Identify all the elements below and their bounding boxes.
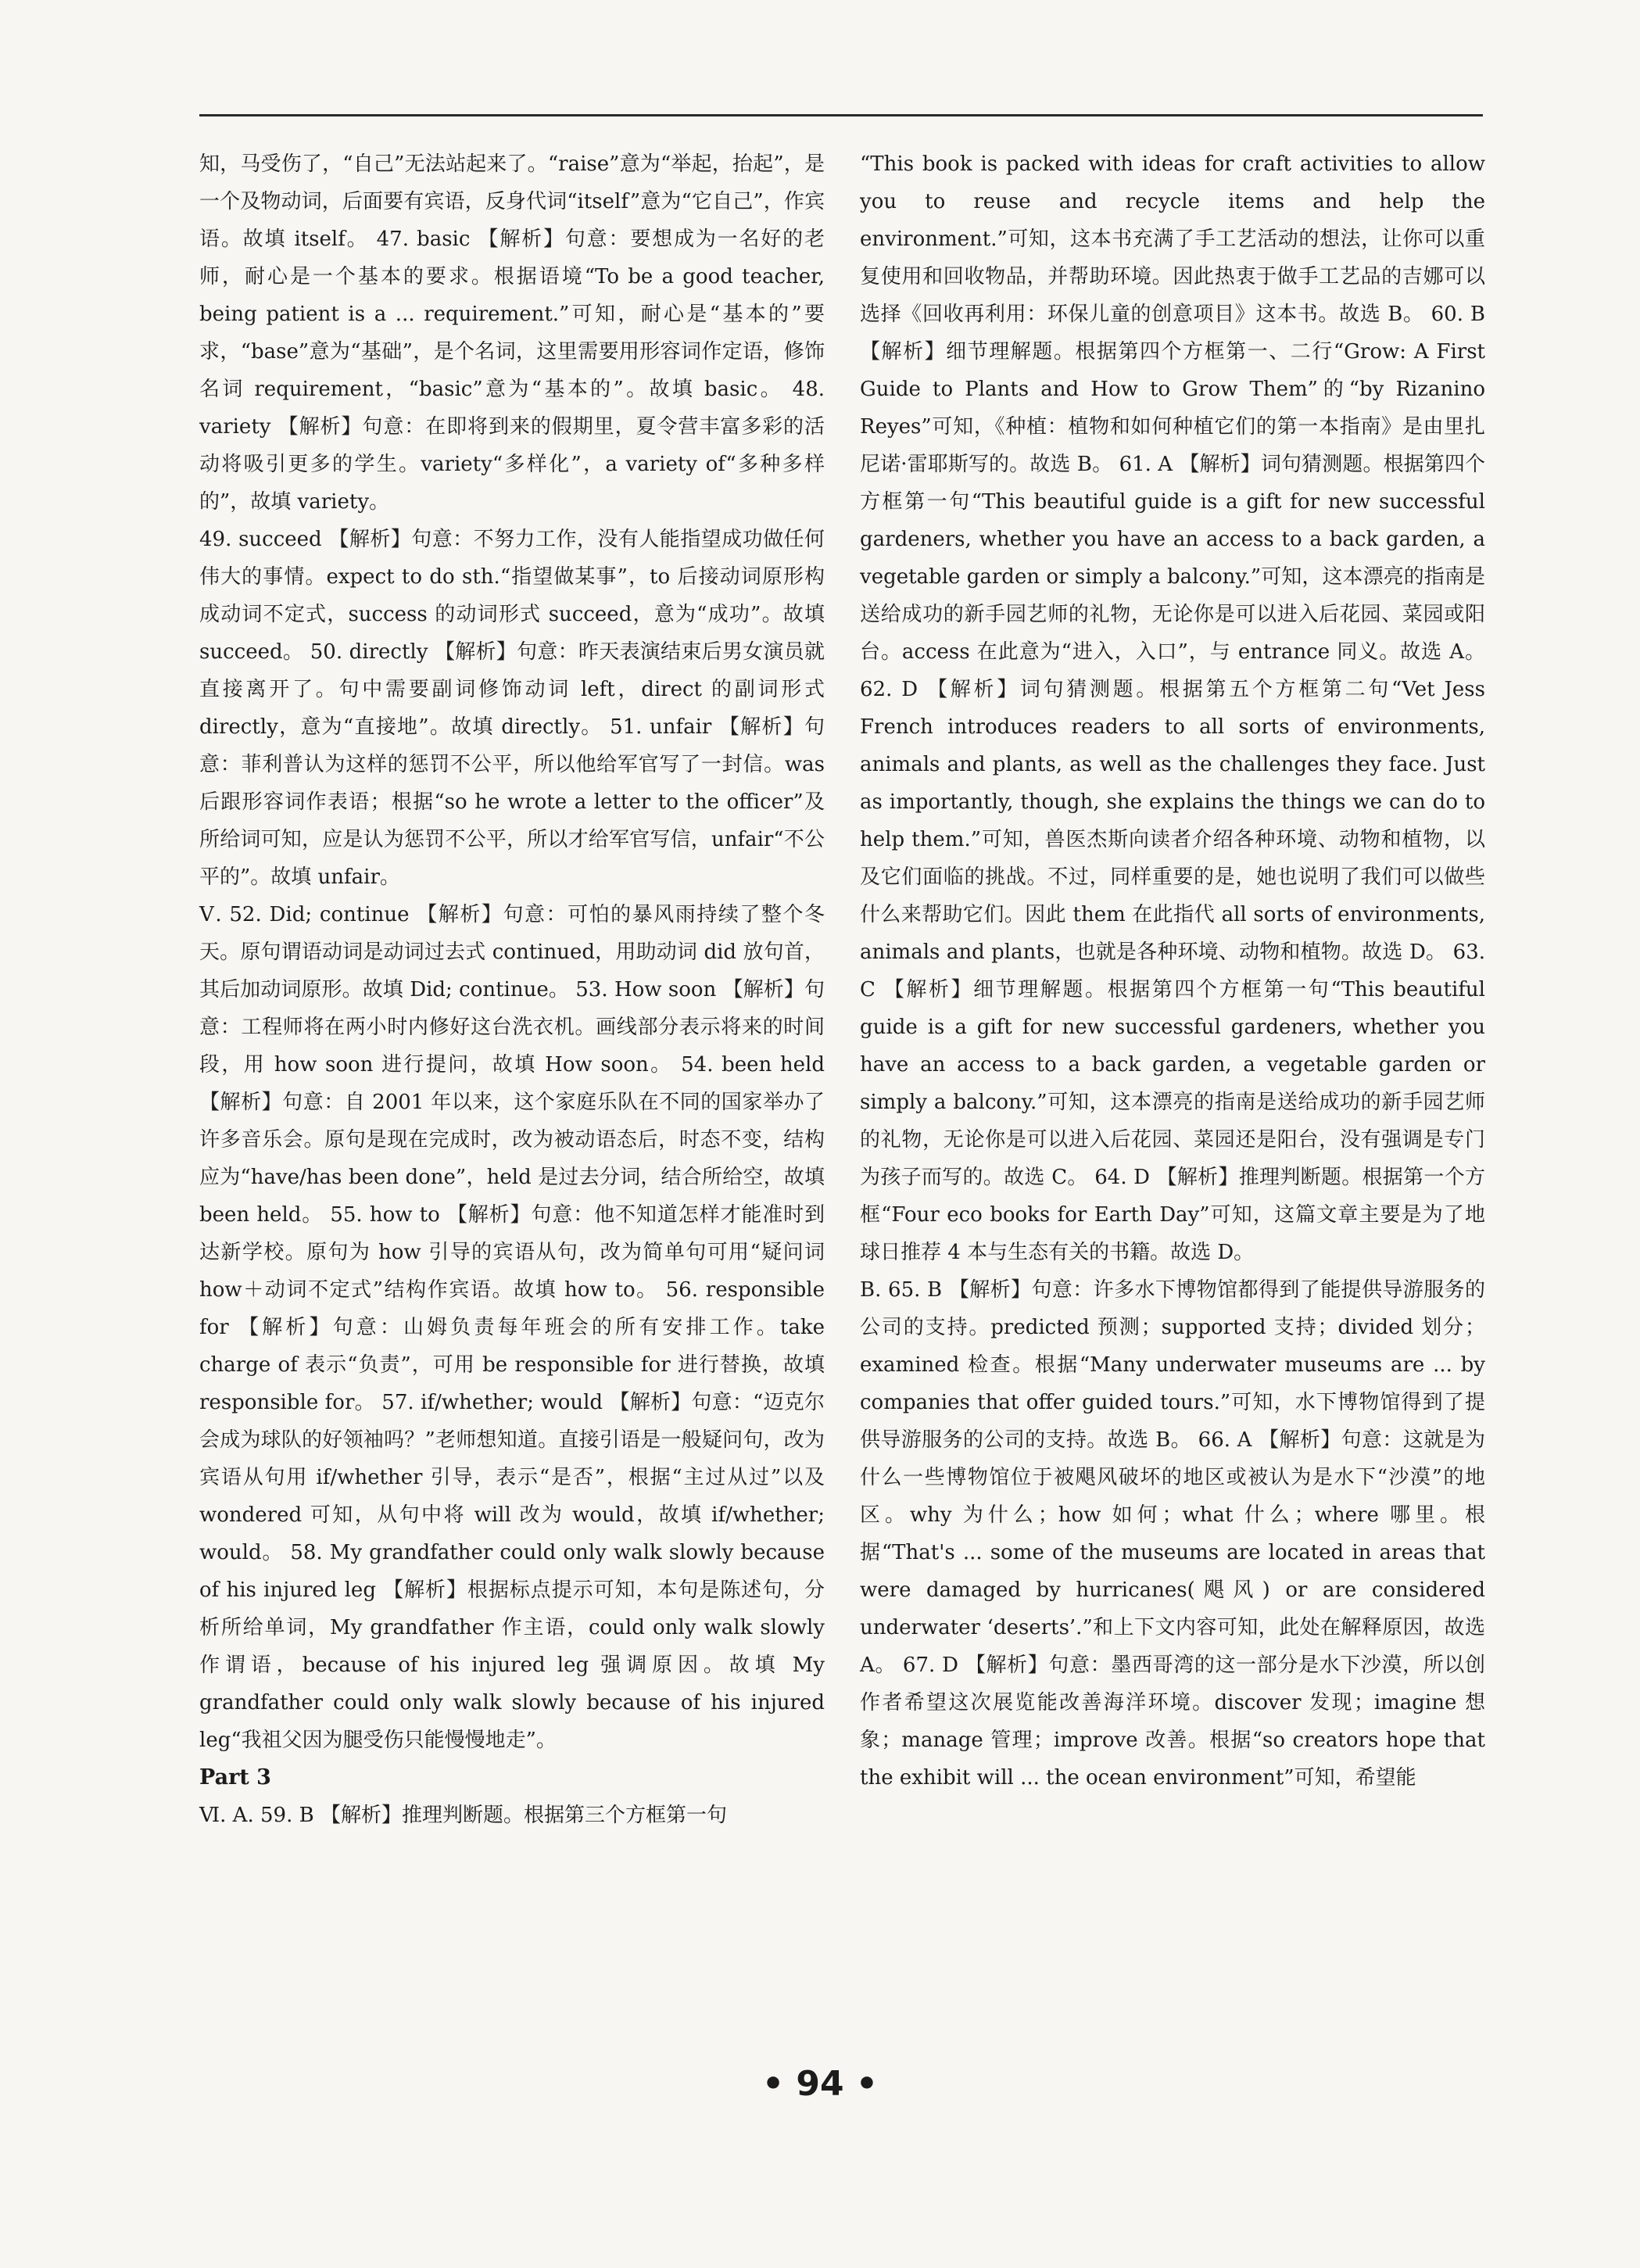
right-paragraph-1: “This book is packed with ideas for craft activities to allow you to reuse and recycle items and help the environment.”可知，这本书充满了手工艺活动的想法，让你可以重复使用和回收物品，并帮助环境。因此热衷于做手工艺品的吉娜可以选择《回收再利用：环保儿童的创意项目》这本书。故选 B。 60. B 【解析】细节理解题。根据第四个方框第一、二行“Grow: A First Guide to Plants and How to Grow Them”的“by Rizanino Reyes”可知，《种植：植物和如何种植它们的第一本指南》是由里扎尼诺·雷耶斯写的。故选 B。 61. A 【解析】词句猜测题。根据第四个方框第一句“This beautiful guide is a gift for new successful gardeners, whether you have an access to a back garden, a vegetable garden or simply a balcony.”可知，这本漂亮的指南是送给成功的新手园艺师的礼物，无论你是可以进入后花园、菜园或阳台。access 在此意为“进入，入口”，与 entrance 同义。故选 A。 62. D 【解析】词句猜测题。根据第五个方框第二句“Vet Jess French introduces readers to all sorts of environments, animals and plants, as well as the challenges they face. Just as importantly, though, she explains the things we can do to help them.”可知，兽医杰斯向读者介绍各种环境、动物和植物，以及它们面临的挑战。不过，同样重要的是，她也说明了我们可以做些什么来帮助它们。因此 them 在此指代 all sorts of environments, animals and plants，也就是各种环境、动物和植物。故选 D。 63. C 【解析】细节理解题。根据第四个方框第一句“This beautiful guide is a gift for new successful gardeners, whether you have an access to a back garden, a vegetable garden or simply a balcony.”可知，这本漂亮的指南是送给成功的新手园艺师的礼物，无论你是可以进入后花园、菜园还是阳台，没有强调是专门为孩子而写的。故选 C。 64. D 【解析】推理判断题。根据第一个方框“Four eco books for Earth Day”可知，这篇文章主要是为了地球日推荐 4 本与生态有关的书籍。故选 D。 xyxy=(860,152,1485,1264)
part-heading: Part 3 xyxy=(199,1765,271,1790)
left-paragraph-2: 49. succeed 【解析】句意：不努力工作，没有人能指望成功做任何伟大的事情。expect to do sth.“指望做某事”，to 后接动词原形构成动词不定式，success 的动词形式 succeed，意为“成功”。故填 succeed。 50. directly 【解析】句意：昨天表演结束后男女演员就直接离开了。句中需要副词修饰动词 left，direct 的副词形式 directly，意为“直接地”。故填 directly。 51. unfair 【解析】句意：菲利普认为这样的惩罚不公平，所以他给军官写了一封信。was 后跟形容词作表语；根据“so he wrote a letter to the officer”及所给词可知，应是认为惩罚不公平，所以才给军官写信，unfair“不公平的”。故填 unfair。 xyxy=(199,528,825,889)
left-tail-line: Ⅵ. A. 59. B 【解析】推理判断题。根据第三个方框第一句 xyxy=(199,1804,727,1827)
left-column xyxy=(199,145,825,1834)
left-paragraph-3: Ⅴ. 52. Did; continue 【解析】句意：可怕的暴风雨持续了整个冬天。原句谓语动词是动词过去式 continued，用助动词 did 放句首，其后加动词原形。故填 Did; continue。 53. How soon 【解析】句意：工程师将在两小时内修好这台洗衣机。画线部分表示将来的时间段，用 how soon 进行提问，故填 How soon。 54. been held 【解析】句意：自 2001 年以来，这个家庭乐队在不同的国家举办了许多音乐会。原句是现在完成时，改为被动语态后，时态不变，结构应为“have/has been done”，held 是过去分词，结合所给空，故填 been held。 55. how to 【解析】句意：他不知道怎样才能准时到达新学校。原句为 how 引导的宾语从句，改为简单句可用“疑问词 how＋动词不定式”结构作宾语。故填 how to。 56. responsible for 【解析】句意：山姆负责每年班会的所有安排工作。take charge of 表示“负责”，可用 be responsible for 进行替换，故填 responsible for。 57. if/whether; would 【解析】句意：“迈克尔会成为球队的好领袖吗？”老师想知道。直接引语是一般疑问句，改为宾语从句用 if/whether 引导，表示“是否”，根据“主过从过”以及 wondered 可知，从句中将 will 改为 would，故填 if/whether; would。 58. My grandfather could only walk slowly because of his injured leg 【解析】根据标点提示可知，本句是陈述句，分析所给单词，My grandfather 作主语，could only walk slowly 作谓语，because of his injured leg 强调原因。故填 My grandfather could only walk slowly because of his injured leg“我祖父因为腿受伤只能慢慢地走”。 xyxy=(199,903,825,1752)
page-number: • 94 • xyxy=(761,2064,879,2104)
right-paragraph-2: B. 65. B 【解析】句意：许多水下博物馆都得到了能提供导游服务的公司的支持。predicted 预测；supported 支持；divided 划分；examined 检查。根据“Many underwater museums are ... by companies that offer guided tours.”可知，水下博物馆得到了提供导游服务的公司的支持。故选 B。 66. A 【解析】句意：这就是为什么一些博物馆位于被飓风破坏的地区或被认为是水下“沙漠”的地区。why 为什么；how 如何；what 什么；where 哪里。根据“That's ... some of the museums are located in areas that were damaged by hurricanes(飓风) or are considered underwater ‘deserts’.”和上下文内容可知，此处在解释原因，故选 A。 67. D 【解析】句意：墨西哥湾的这一部分是水下沙漠，所以创作者希望这次展览能改善海洋环境。discover 发现；imagine 想象；manage 管理；improve 改善。根据“so creators hope that the exhibit will ... the ocean environment”可知，希望能 xyxy=(860,1278,1485,1790)
right-column xyxy=(860,145,1485,1797)
top-rule xyxy=(199,114,1483,116)
left-paragraph-1: 知，马受伤了，“自己”无法站起来了。“raise”意为“举起，抬起”，是一个及物动词，后面要有宾语，反身代词“itself”意为“它自己”，作宾语。故填 itself。 47. basic 【解析】句意：要想成为一名好的老师，耐心是一个基本的要求。根据语境“To be a good teacher, being patient is a ... requirement.”可知，耐心是“基本的”要求，“base”意为“基础”，是个名词，这里需要用形容词作定语，修饰名词 requirement，“basic”意为“基本的”。故填 basic。 48. variety 【解析】句意：在即将到来的假期里，夏令营丰富多彩的活动将吸引更多的学生。variety“多样化”，a variety of“多种多样的”，故填 variety。 xyxy=(199,152,825,514)
